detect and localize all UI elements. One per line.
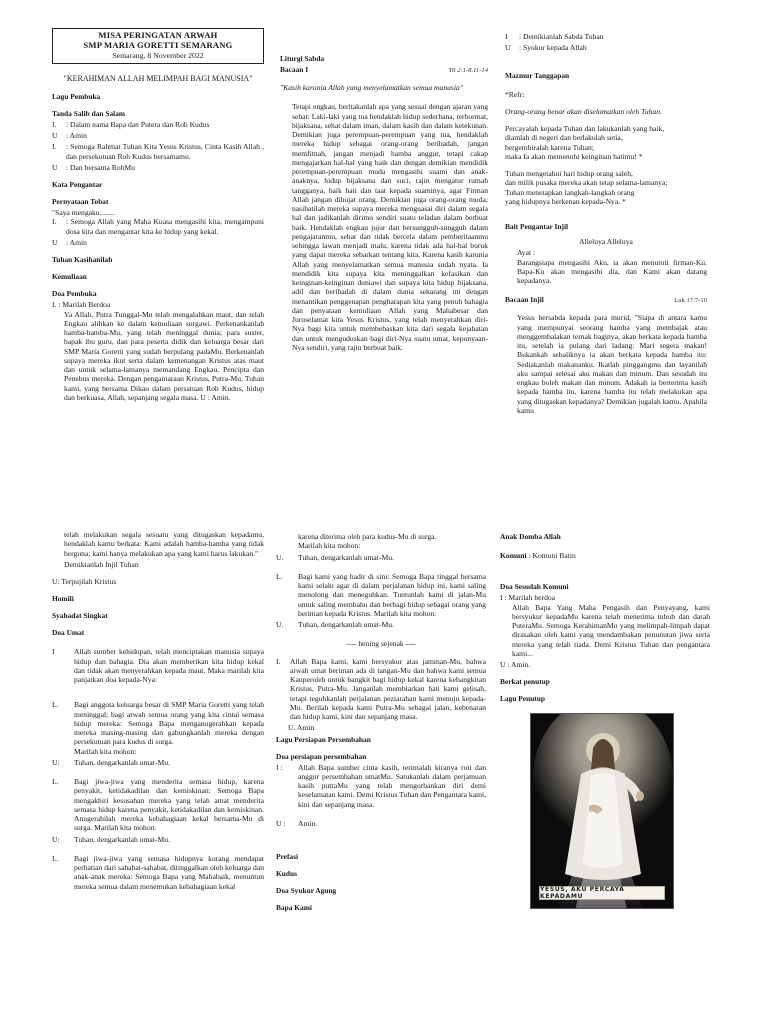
- mass-date: Semarang, 8 November 2022: [112, 50, 204, 60]
- heading-doa-persembahan: Doa persiapan persembahan: [276, 751, 367, 761]
- petition-3: L. Bagi jiwa-jiwa yang semasa hidupnya kurang mendapat perhatian dari sahabat-sahabat, ditinggalkan oleh keluarga dan anak-anak mereka: Semoga Bapa yang Mahabaik, menuntun mereka semua dalam menemukan kebahagiaan kekal: [52, 853, 264, 891]
- hening-sejenak: ---- hening sejenak ----: [346, 639, 416, 649]
- heading-doa-umat: Doa Umat: [52, 628, 85, 638]
- heading-kudus: Kudus: [276, 869, 297, 879]
- heading-tuhan-kasihanilah: Tuhan Kasihanilah: [52, 255, 113, 265]
- heading-bacaan-1: Bacaan I: [280, 65, 309, 75]
- alleluia: Alleluya Alleluya: [579, 237, 633, 247]
- heading-prefasi: Prefasi: [276, 852, 299, 862]
- heading-lagu-penutup: Lagu Penutup: [500, 694, 545, 704]
- petition-4: L. Bagi kami yang hadir di sini: Semoga Bapa tinggal bersama kami selalu agar di dalam perjalanan hidup ini, kami saling menolong dan meneguhkan. Tuntunlah kami di jalan-Mu untuk saling membahu dan berbagi hidup sebagai orang yang beriman kepada Kristus. Marilah kita mohon:: [276, 571, 486, 618]
- divine-mercy-illustration: [531, 714, 674, 909]
- heading-mazmur: Mazmur Tanggapan: [505, 70, 570, 80]
- doa-sesudah-intro: I : Marilah berdoa: [500, 593, 556, 603]
- heading-doa-syukur-agung: Doa Syukur Agung: [276, 886, 337, 896]
- column-bottom-left: [52, 530, 264, 1020]
- doa-sesudah-text: Allah Bapa Yang Maha Pengasih dan Penyayang, kami bersyukur kepadaMu karena telah menerima tubuh dan darah PuteraMu. Semoga KerahimanMu yang melimpah-limpah dapat dirasakan oleh kami yang mendambakan penunutan jiwa serta mereka yang telah tiada. Demi Kristus Tuhan dan pengantara kami...: [512, 602, 710, 658]
- bacaan-1-quote: "Kasih karunia Allah yang menyelamatkan semua manusia": [280, 83, 463, 93]
- petition-1: L. Bagi anggota keluarga besar di SMP Maria Goretti yang telah meninggal; bagi arwah semua orang yang kita cintai semasa hidup mereka: Semoga Bapa menganugerahkan kepada mereka masing-masing dan gabungkanlah mereka dengan persekutuan para kudus di surga. Marilah kita mohon:: [52, 700, 264, 756]
- petition-2: L. Bagi jiwa-jiwa yang menderita semasa hidup, karena penyakit, ketidakadilan dan kemiskinan: Semoga Bapa mengakhiri kesusahan mereka yang telah amat menderita semasa hidup karena penyakit, ketidakadilan dan kemiskinan. Anugerahilah mereka kebahagiaan kekal bersama-Mu di surga. Marilah kita mohon:: [52, 777, 264, 833]
- heading-kata-pengantar: Kata Pengantar: [52, 180, 103, 190]
- injil-closing: Demikianlah Injil Tuhan: [64, 559, 139, 569]
- column-top-left: [52, 28, 264, 498]
- doa-umat-amin: U. Amin.: [288, 723, 317, 733]
- title-line-1: MISA PERINGATAN ARWAH: [98, 30, 218, 40]
- heading-bait-pengantar-injil: Bait Pengantar Injil: [505, 222, 569, 232]
- mass-theme: "KERAHIMAN ALLAH MELIMPAH BAGI MANUSIA": [63, 74, 253, 84]
- column-top-right: [505, 32, 707, 502]
- psalm-stanza-1: Percayalah kepada Tuhan dan lakukanlah yang baik, diamlah di negeri dan berlakulah setia, bergembiralah karena Tuhan; maka Ia akan memenuhi keinginan hatimu! *: [505, 124, 665, 161]
- petition-2-response: U: Tuhan, dengarkanlah umat-Mu.: [52, 834, 170, 844]
- injil-response: U: Terpujilah Kristus: [52, 577, 117, 586]
- petition-4-response: U. Tuhan, dengarkanlah umat-Mu.: [276, 620, 394, 629]
- komuni-line: Komuni : Komuni Batin: [500, 551, 576, 561]
- heading-anak-domba-allah: Anak Domba Allah: [500, 532, 561, 541]
- doa-persembahan-text: I : Allah Bapa sumber cinta kasih, terimalah kiranya roti dan anggur persembahan umatMu. Satukanlah dalam perjamuan kasih putraMu yang telah mengorbankan diri demi keselamatan kami. Demi Kristus Tuhan dan Pengantara kami, kini dan sepanjang masa.: [276, 762, 486, 809]
- bacaan-1-header: [280, 65, 488, 75]
- greeting-line: U : Amin: [52, 131, 87, 141]
- reading-closing-line: I : Demikianlah Sabda Tuhan: [505, 32, 604, 41]
- title-box: [52, 28, 264, 64]
- doa-pembuka-intro: I. : Marilah Berdoa: [52, 300, 111, 310]
- petition-1-response: U: Tuhan, dengarkanlah umat-Mu.: [52, 757, 170, 767]
- greeting-line: I. : Dalam nama Bapa dan Putera dan Roh Kudus: [52, 119, 210, 129]
- absolution-line: I. : Semoga Allah yang Maha Kuasa mengasihi kita, mengampuni dosa kita dan mengantar kita ke hidup yang kekal.: [52, 217, 264, 236]
- heading-homili: Homili: [52, 594, 74, 604]
- heading-liturgi-sabda: Liturgi Sabda: [280, 54, 325, 63]
- doa-sesudah-amin: U : Amin.: [500, 660, 531, 670]
- petition-3-response: U. Tuhan, dengarkanlah umat-Mu.: [276, 552, 394, 562]
- heading-doa-pembuka: Doa Pembuka: [52, 289, 97, 299]
- reading-closing-line: U : Syukur kepada Allah: [505, 43, 587, 53]
- heading-berkat-penutup: Berkat penutup: [500, 677, 550, 687]
- injil-reference: Luk 17:7-10: [674, 297, 707, 305]
- petition-3-cont: karena diterima oleh para kudus-Mu di surga. Marilah kita mohon:: [298, 532, 437, 551]
- image-caption-banner: YESUS, AKU PERCAYA KEPADAMU: [539, 886, 665, 900]
- heading-tanda-salib: Tanda Salib dan Salam: [52, 108, 126, 118]
- absolution-line: U : Amin: [52, 237, 87, 247]
- greeting-line: I. : Semoga Rahmat Tuhan Kita Yesus Kristus, Cinta Kasih Allah , dan persekutuan Roh Kudus bersamamu.: [52, 142, 264, 161]
- saya-mengaku: "Saya mengaku........: [52, 208, 115, 218]
- heading-bacaan-injil: Bacaan Injil: [505, 295, 544, 305]
- heading-kemuliaan: Kemuliaan: [52, 272, 87, 282]
- column-top-middle: [280, 54, 488, 514]
- bacaan-1-text: Tetapi engkau, beritakanlah apa yang sesuai dengan ajaran yang sehat: Laki-laki yang tua hendaklah hidup sederhana, terhormat, bijaksana, sehat dalam iman, dalam kasih dan dalam ketekunan. Demikian juga perempuan-perempuan yang tua, hendaklah mereka hidup sebagai orang-orang beribadah, jangan memfitnah, jangan menjadi hamba anggur, tetapi cakap mengajarkan hal-hal yang baik dan dengan demikian mendidik perempuan-perempuan muda mengasihi suami dan anak-anaknya, hidup bijaksana dan suci, rajin mengatur rumah tangganya, baik hati dan taat kepada suaminya, agar Firman Allah jangan dihujat orang. Demikian juga orang-orang muda; nasihatilah mereka supaya mereka menguasai diri dalam segala hal dan jadikanlah dirimu sendiri suatu teladan dalam berbuat baik. Hendaklah engkau jujur dan bersungguh-sungguh dalam pengajaranmu, sehat dan tidak bercela dalam pemberitaanmu sehingga lawan menjadi malu, karena tidak ada hal-hal buruk yang dapat mereka sebarkan tentang kita. Karena kasih karunia Allah yang menyelamatkan semua manusia sudah nyata. Ia mendidik kita supaya kita meninggalkan kefasikan dan keinginan-keinginan duniawi dan supaya kita hidup bijaksana, adil dan beribadah di dalam dunia sekarang ini dengan menantikan penggenapan pengharapan kita yang penuh bahagia dan penyataan kemuliaan Allah yang Mahabesar dan Juruselamat kita Yesus Kristus, yang telah menyerahkan diri-Nya bagi kita untuk membebaskan kita dari segala kejahatan dan untuk menguduskan bagi diri-Nya suatu umat, kepunyaan-Nya sendiri, yang rajin berbuat baik.: [292, 102, 488, 352]
- column-bottom-middle: [276, 532, 486, 1020]
- doa-pembuka-text: Ya Allah, Putra Tunggal-Mu telah mengalahkan maut, dan telah Engkau alihkan ke dalam kemuliaan surgawi. Perkenankanlah hamba-hamba-Mu, yang telah meninggal dunia; para suster, bapak ibu guru, dan para peserta didik dan keluarga besar dari SMP Maria Goretti yang sudah berpulang padaMu. Berkenanlah supaya mereka ikut serta dalam kemenangan Kristus atas maut dan untuk selama-lamanya memandang Engkau, Pencipta dan Penebus mereka. Dengan pengantaraan Kristus, Putra-Mu, Tuhan kami, yang bersama Dikau dalam persatuan Roh Kudus, hidup dan berkuasa, Allah, sepanjang segala masa. U : Amin.: [64, 309, 264, 402]
- bacaan-1-reference: Tit 2:1-8.11-14: [448, 67, 488, 75]
- greeting-line: U : Dan bersama RohMu: [52, 162, 135, 172]
- heading-pernyataan-tobat: Pernyataan Tobat: [52, 197, 109, 207]
- heading-doa-sesudah-komuni: Doa Sesudah Komuni: [500, 582, 569, 592]
- doa-umat-closing-prayer: I. Allah Bapa kami, kami bersyukur atas jaminan-Mu, bahwa arwah umat beriman ada di tangan-Mu dan bahwa kami semua Kauperoleh untuk bangkit bagi hidup kekal karena kebangkitan Kristus, Putra-Mu. Janganlah membiarkan hati kami gelisah, tetapi teguhkanlah perjalanan peziarahan kami menuju kepada-Mu. Berilah kepada kami Putra-Mu sebagai jalan, kebenaran dan hidup kami, kini dan sepanjang masa.: [276, 656, 486, 721]
- title-line-2: SMP MARIA GORETTI SEMARANG: [83, 39, 233, 50]
- heading-lagu-pembuka: Lagu Pembuka: [52, 91, 101, 101]
- column-bottom-right: [500, 532, 710, 1020]
- heading-syahadat: Syahadat Singkat: [52, 611, 108, 621]
- injil-header: [505, 295, 707, 305]
- psalm-stanza-2: Tuhan mengetahui hari hidup orang saleh, dan milik pusaka mereka akan tetap selama-lamanya; Tuhan menetapkan langkah-langkah orang yang hidupnya berkenan kepada-Nya. *: [505, 169, 668, 206]
- heading-bapa-kami: Bapa Kami: [276, 903, 312, 913]
- divine-mercy-image: [530, 713, 674, 909]
- refrain-text: Orang-orang benar akan diselamatkan oleh Tuhan.: [505, 106, 662, 116]
- ayat-text: Barangsiapa mengasihi Aku, ia akan menuruti firman-Ku. Bapa-Ku akan mengasihi dia, dan Kami akan datang kepadanya.: [517, 257, 707, 286]
- doa-persembahan-amin: U : Amin.: [276, 818, 318, 828]
- refrain-label: *Refr:: [505, 89, 525, 99]
- ayat-label: Ayat :: [517, 248, 536, 258]
- injil-continuation: telah melakukan segala sesuatu yang ditugaskan kepadamu, hendaklah kamu berkata: Kami adalah hamba-hamba yang tidak berguna; kami hanya melakukan apa yang kami harus lakukan.": [64, 530, 264, 558]
- doa-umat-intro: I Allah sumber kehidupan, telah menciptakan manusia supaya hidup dan bahagia. Dia akan memberikan kita hidup kekal dan tidak akan menyerahkan kepada maut. Maka marilah kita panjatkan doa kepada-Nya:: [52, 647, 264, 685]
- injil-text: Yesus bersabda kepada para murid, "Siapa di antara kamu yang mempunyai seorang hamba yang membajak atau menggembalakan ternak baginya, akan berkata kepada hamba itu, setelah ia pulang dari ladang: Mari segera makan! Bukankah sebaliknya ia akan berkata kepada hamba itu: Sediakanlah makananku. Ikatlah pinggangmu dan layanilah aku sampai selesai aku makan dan minum. Dan sesudah itu engkau boleh makan dan minum. Adakah ia berterima kasih kepada hamba itu, karena hamba itu telah melakukan apa yang ditugaskan kepadanya? Demikian jugalah kamu. Apabila kamu: [517, 313, 707, 415]
- heading-lagu-persembahan: Lagu Persiapan Persembahan: [276, 734, 371, 744]
